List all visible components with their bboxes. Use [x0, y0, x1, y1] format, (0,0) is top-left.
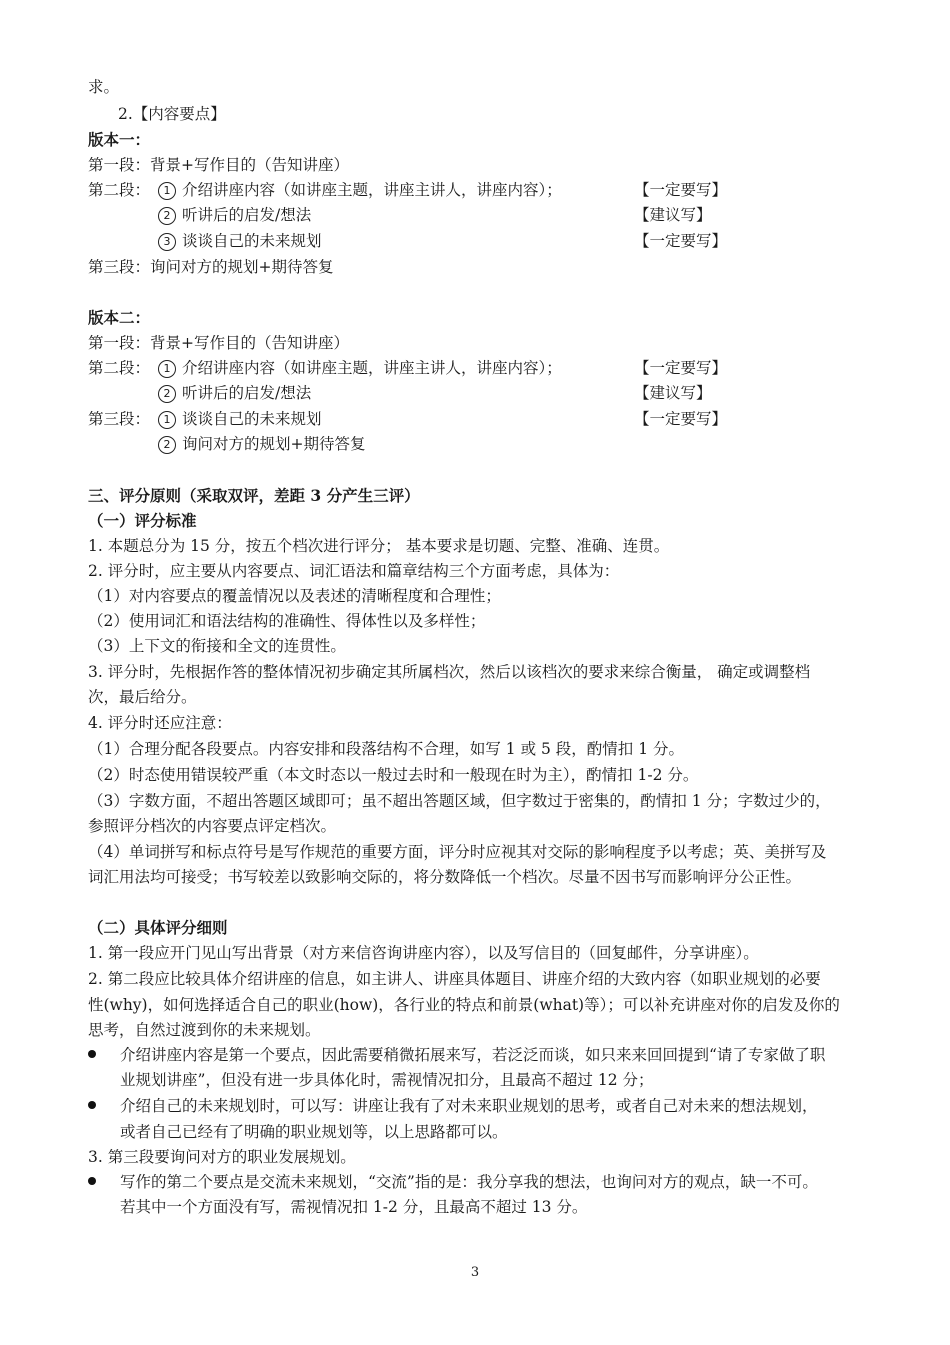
- bullet-text: 介绍讲座内容是第一个要点，因此需要稍微拓展来写，若泛泛而谈，如只来来回回提到“请了专家做了职: [120, 1046, 826, 1064]
- text-line: （3）字数方面，不超出答题区域即可；虽不超出答题区域，但字数过于密集的，酌情扣 1 分；字数过少的，: [88, 792, 831, 810]
- text-line: 2. 第二段应比较具体介绍讲座的信息，如主讲人、讲座具体题目、讲座介绍的大致内容（如职业规划的必要: [88, 970, 821, 988]
- list-item: 3 谈谈自己的未来规划: [158, 230, 322, 252]
- text-line: 4. 评分时还应注意：: [88, 714, 232, 732]
- bullet-icon: [88, 1101, 96, 1109]
- bullet-icon: [88, 1177, 96, 1185]
- requirement-tag: 【一定要写】: [634, 181, 728, 199]
- circled-number: 1: [158, 360, 176, 378]
- bullet-text: 业规划讲座”，但没有进一步具体化时，需视情况扣分，且最高不超过 12 分；: [120, 1071, 654, 1089]
- text-line: 求。: [88, 78, 120, 96]
- list-item: 2 听讲后的启发/想法: [158, 382, 311, 404]
- section-heading: 三、评分原则（采取双评，差距 3 分产生三评）: [88, 486, 420, 505]
- circled-number: 3: [158, 233, 176, 251]
- text-line: 参照评分档次的内容要点评定档次。: [88, 817, 337, 835]
- requirement-tag: 【一定要写】: [634, 410, 728, 428]
- text-line: 3. 第三段要询问对方的职业发展规划。: [88, 1148, 356, 1166]
- circled-number: 2: [158, 436, 176, 454]
- text-line: 1. 本题总分为 15 分，按五个档次进行评分； 基本要求是切题、完整、准确、连贯。: [88, 537, 670, 555]
- text-line: 2. 评分时，应主要从内容要点、词汇语法和篇章结构三个方面考虑，具体为：: [88, 562, 620, 580]
- bullet-icon: [88, 1050, 96, 1058]
- text-line: （4）单词拼写和标点符号是写作规范的重要方面，评分时应视其对交际的影响程度予以考虑；英、美拼写及: [88, 843, 827, 861]
- text-line: （1）合理分配各段要点。内容安排和段落结构不合理，如写 1 或 5 段，酌情扣 1 分。: [88, 740, 685, 758]
- paragraph-two-label: 第二段：: [88, 359, 151, 377]
- text-line: 性(why)，如何选择适合自己的职业(how)，各行业的特点和前景(what)等）；可以补充讲座对你的启发及你的: [88, 996, 840, 1014]
- paragraph-one: 第一段：背景+写作目的（告知讲座）: [88, 334, 349, 352]
- bullet-text: 或者自己已经有了明确的职业规划等，以上思路都可以。: [120, 1123, 508, 1141]
- text-line: 思考，自然过渡到你的未来规划。: [88, 1021, 321, 1039]
- text-line: 1. 第一段应开门见山写出背景（对方来信咨询讲座内容），以及写信目的（回复邮件，分享讲座）。: [88, 944, 759, 962]
- paragraph-one: 第一段：背景+写作目的（告知讲座）: [88, 156, 349, 174]
- bullet-text: 写作的第二个要点是交流未来规划，“交流”指的是：我分享我的想法，也询问对方的观点，缺一不可。: [120, 1173, 818, 1191]
- subsection-heading: （二）具体评分细则: [88, 918, 228, 937]
- bullet-text: 介绍自己的未来规划时，可以写：讲座让我有了对未来职业规划的思考，或者自己对未来的想法规划，: [120, 1097, 818, 1115]
- text-line: 次，最后给分。: [88, 688, 197, 706]
- requirement-tag: 【建议写】: [634, 384, 712, 402]
- text-line: 词汇用法均可接受；书写较差以致影响交际的，将分数降低一个档次。尽量不因书写而影响评分公正性。: [88, 868, 802, 886]
- circled-number: 2: [158, 207, 176, 225]
- list-item: 1 介绍讲座内容（如讲座主题，讲座主讲人，讲座内容）；: [158, 357, 562, 379]
- requirement-tag: 【一定要写】: [634, 232, 728, 250]
- requirement-tag: 【建议写】: [634, 206, 712, 224]
- text-line: 3. 评分时，先根据作答的整体情况初步确定其所属档次，然后以该档次的要求来综合衡量， 确定或调整档: [88, 663, 811, 681]
- paragraph-two-label: 第二段：: [88, 181, 151, 199]
- text-line: （2）使用词汇和语法结构的准确性、得体性以及多样性；: [88, 612, 486, 630]
- text-line: （3）上下文的衔接和全文的连贯性。: [88, 637, 346, 655]
- version-two-title: 版本二：: [88, 308, 151, 327]
- list-item: 2 询问对方的规划+期待答复: [158, 433, 366, 455]
- list-item: 1 谈谈自己的未来规划: [158, 408, 322, 430]
- text-line: （2）时态使用错误较严重（本文时态以一般过去时和一般现在时为主），酌情扣 1-2 分。: [88, 766, 699, 784]
- circled-number: 1: [158, 411, 176, 429]
- requirement-tag: 【一定要写】: [634, 359, 728, 377]
- bullet-text: 若其中一个方面没有写，需视情况扣 1-2 分，且最高不超过 13 分。: [120, 1198, 588, 1216]
- paragraph-three: 第三段：询问对方的规划+期待答复: [88, 258, 334, 276]
- text-line: （1）对内容要点的覆盖情况以及表述的清晰程度和合理性；: [88, 587, 501, 605]
- subsection-heading: （一）评分标准: [88, 511, 197, 530]
- paragraph-three-label: 第三段：: [88, 410, 151, 428]
- list-item: 2 听讲后的启发/想法: [158, 204, 311, 226]
- section-label: 2.【内容要点】: [118, 105, 226, 123]
- list-item: 1 介绍讲座内容（如讲座主题，讲座主讲人，讲座内容）；: [158, 179, 562, 201]
- page-number: 3: [470, 1265, 480, 1280]
- circled-number: 1: [158, 182, 176, 200]
- circled-number: 2: [158, 385, 176, 403]
- version-one-title: 版本一：: [88, 130, 151, 149]
